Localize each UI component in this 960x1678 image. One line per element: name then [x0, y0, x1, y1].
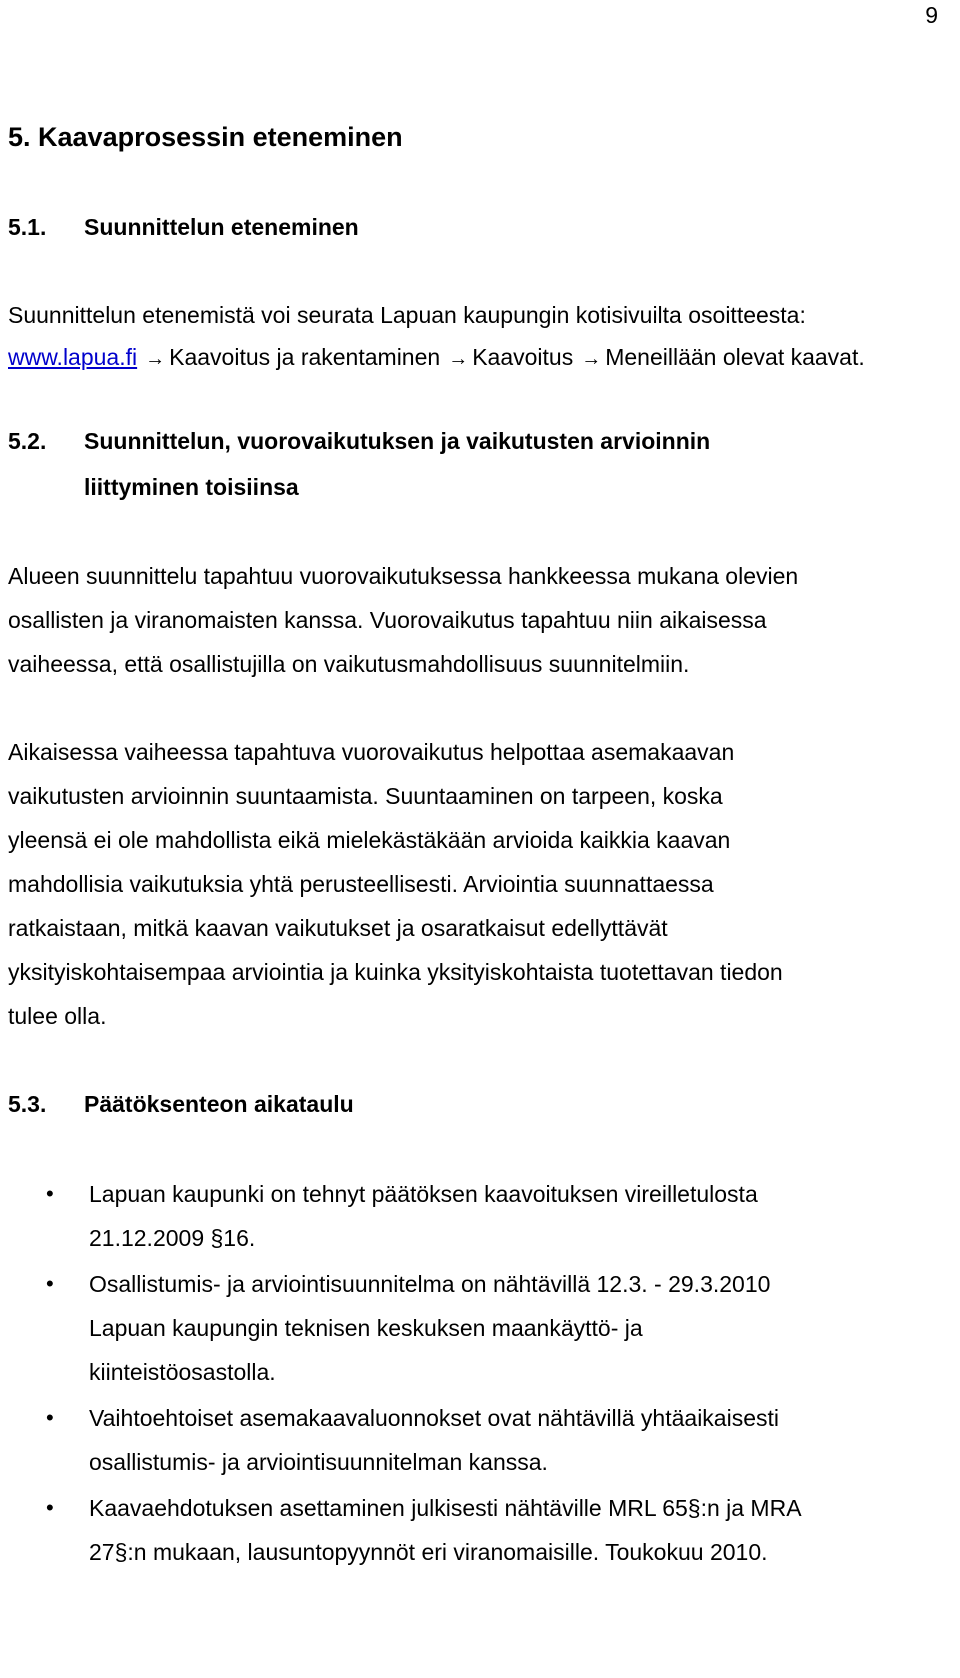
crumb-meneillaan: Meneillään olevat kaavat.	[605, 344, 865, 370]
paragraph-line: osallisten ja viranomaisten kanssa. Vuorovaikutus tapahtuu niin aikaisessa	[8, 607, 767, 633]
paragraph-line: Aikaisessa vaiheessa tapahtuva vuorovaikutus helpottaa asemakaavan	[8, 739, 735, 765]
paragraph-line: tulee olla.	[8, 1003, 107, 1029]
bullet-1-line: 21.12.2009 §16.	[89, 1225, 256, 1251]
lapua-link[interactable]: www.lapua.fi	[8, 344, 138, 370]
bullet-3-line: osallistumis- ja arviointisuunnitelman kanssa.	[89, 1449, 548, 1475]
bullet-4-line: Kaavaehdotuksen asettaminen julkisesti nähtäville MRL 65§:n ja MRA	[89, 1495, 802, 1521]
bullet-icon: •	[46, 1271, 54, 1296]
section-5-3-title: Päätöksenteon aikataulu	[84, 1091, 354, 1117]
page-number: 9	[925, 2, 938, 28]
section-5-2-title-line1: Suunnittelun, vuorovaikutuksen ja vaikutusten arvioinnin	[84, 428, 711, 454]
s51-path-line	[8, 344, 865, 371]
paragraph-line: yleensä ei ole mahdollista eikä mielekästäkään arvioida kaikkia kaavan	[8, 827, 731, 853]
paragraph-line: Alueen suunnittelu tapahtuu vuorovaikutuksessa hankkeessa mukana olevien	[8, 563, 799, 589]
arrow-right-icon: →	[448, 348, 469, 370]
bullet-icon: •	[46, 1495, 54, 1520]
section-5-3-number: 5.3.	[8, 1091, 47, 1117]
bullet-3-line: Vaihtoehtoiset asemakaavaluonnokset ovat nähtävillä yhtäaikaisesti	[89, 1405, 779, 1431]
section-5-1-number: 5.1.	[8, 214, 47, 240]
paragraph-line: yksityiskohtaisempaa arviointia ja kuinka yksityiskohtaista tuotettavan tiedon	[8, 959, 783, 985]
section-5-2-title-line2: liittyminen toisiinsa	[84, 474, 299, 500]
bullet-2-line: kiinteistöosastolla.	[89, 1359, 276, 1385]
bullet-2-line: Lapuan kaupungin teknisen keskuksen maankäyttö- ja	[89, 1315, 643, 1341]
bullet-icon: •	[46, 1405, 54, 1430]
paragraph-line: vaiheessa, että osallistujilla on vaikutusmahdollisuus suunnitelmiin.	[8, 651, 690, 677]
bullet-2-line: Osallistumis- ja arviointisuunnitelma on nähtävillä 12.3. - 29.3.2010	[89, 1271, 771, 1297]
bullet-4-line: 27§:n mukaan, lausuntopyynnöt eri viranomaisille. Toukokuu 2010.	[89, 1539, 768, 1565]
section-5-1-title: Suunnittelun eteneminen	[84, 214, 359, 240]
arrow-right-icon: →	[145, 348, 166, 370]
crumb-kaavoitus: Kaavoitus	[472, 344, 574, 370]
heading-section-5: 5. Kaavaprosessin eteneminen	[8, 122, 403, 152]
paragraph-line: vaikutusten arvioinnin suuntaamista. Suuntaaminen on tarpeen, koska	[8, 783, 723, 809]
crumb-kaavoitus-rakentaminen: Kaavoitus ja rakentaminen	[169, 344, 441, 370]
arrow-right-icon: →	[581, 348, 602, 370]
bullet-1-line: Lapuan kaupunki on tehnyt päätöksen kaavoituksen vireilletulosta	[89, 1181, 758, 1207]
bullet-icon: •	[46, 1181, 54, 1206]
paragraph-line: ratkaistaan, mitkä kaavan vaikutukset ja osaratkaisut edellyttävät	[8, 915, 668, 941]
s51-text-line: Suunnittelun etenemistä voi seurata Lapuan kaupungin kotisivuilta osoitteesta:	[8, 302, 806, 328]
section-5-2-number: 5.2.	[8, 428, 47, 454]
paragraph-line: mahdollisia vaikutuksia yhtä perusteellisesti. Arviointia suunnattaessa	[8, 871, 714, 897]
